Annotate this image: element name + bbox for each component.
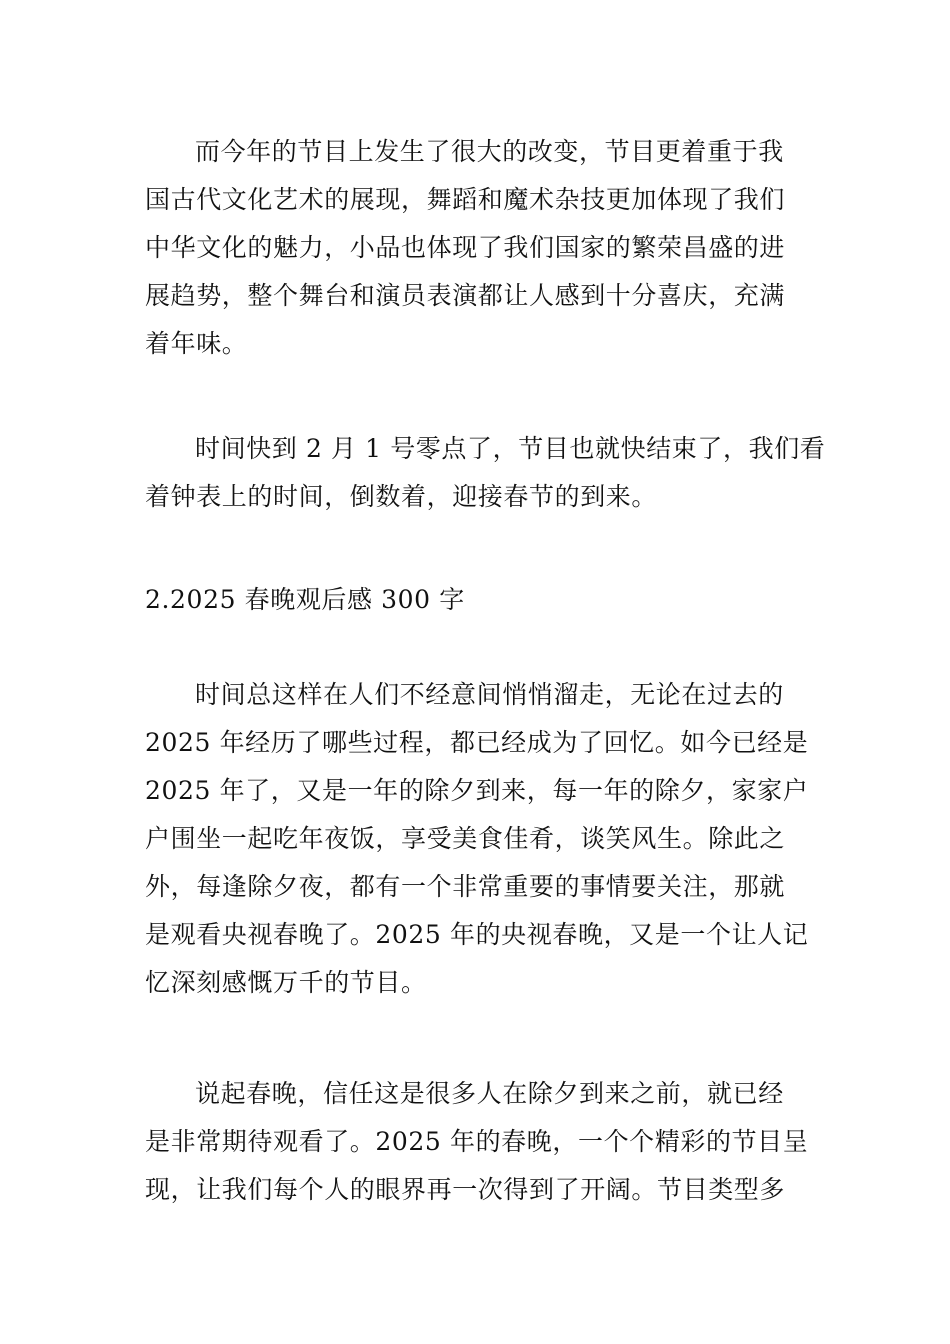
paragraph-line: 着钟表上的时间，倒数着，迎接春节的到来。 xyxy=(145,482,658,511)
paragraph-line: 着年味。 xyxy=(145,329,248,358)
paragraph-line: 现，让我们每个人的眼界再一次得到了开阔。节目类型多 xyxy=(145,1175,786,1204)
paragraph-line: 是观看央视春晚了。2025 年的央视春晚，又是一个让人记 xyxy=(145,920,809,949)
paragraph-line: 而今年的节目上发生了很大的改变，节目更着重于我 xyxy=(195,137,784,166)
paragraph-line: 国古代文化艺术的展现，舞蹈和魔术杂技更加体现了我们 xyxy=(145,185,786,214)
paragraph-line: 时间总这样在人们不经意间悄悄溜走，无论在过去的 xyxy=(195,680,784,709)
paragraph-line: 时间快到 2 月 1 号零点了，节目也就快结束了，我们看 xyxy=(195,434,826,463)
paragraph-line: 外，每逢除夕夜，都有一个非常重要的事情要关注，那就 xyxy=(145,872,786,901)
paragraph-line: 是非常期待观看了。2025 年的春晚，一个个精彩的节目呈 xyxy=(145,1127,809,1156)
paragraph-line: 户围坐一起吃年夜饭，享受美食佳肴，谈笑风生。除此之 xyxy=(145,824,786,853)
paragraph-line: 中华文化的魅力，小品也体现了我们国家的繁荣昌盛的进 xyxy=(145,233,786,262)
paragraph-line: 展趋势，整个舞台和演员表演都让人感到十分喜庆，充满 xyxy=(145,281,786,310)
paragraph-line: 2025 年了，又是一年的除夕到来，每一年的除夕，家家户 xyxy=(145,776,809,805)
paragraph-line: 2025 年经历了哪些过程，都已经成为了回忆。如今已经是 xyxy=(145,728,809,757)
paragraph-line: 忆深刻感慨万千的节目。 xyxy=(145,968,427,997)
section-heading: 2.2025 春晚观后感 300 字 xyxy=(145,585,465,614)
paragraph-line: 说起春晚，信任这是很多人在除夕到来之前，就已经 xyxy=(195,1079,784,1108)
